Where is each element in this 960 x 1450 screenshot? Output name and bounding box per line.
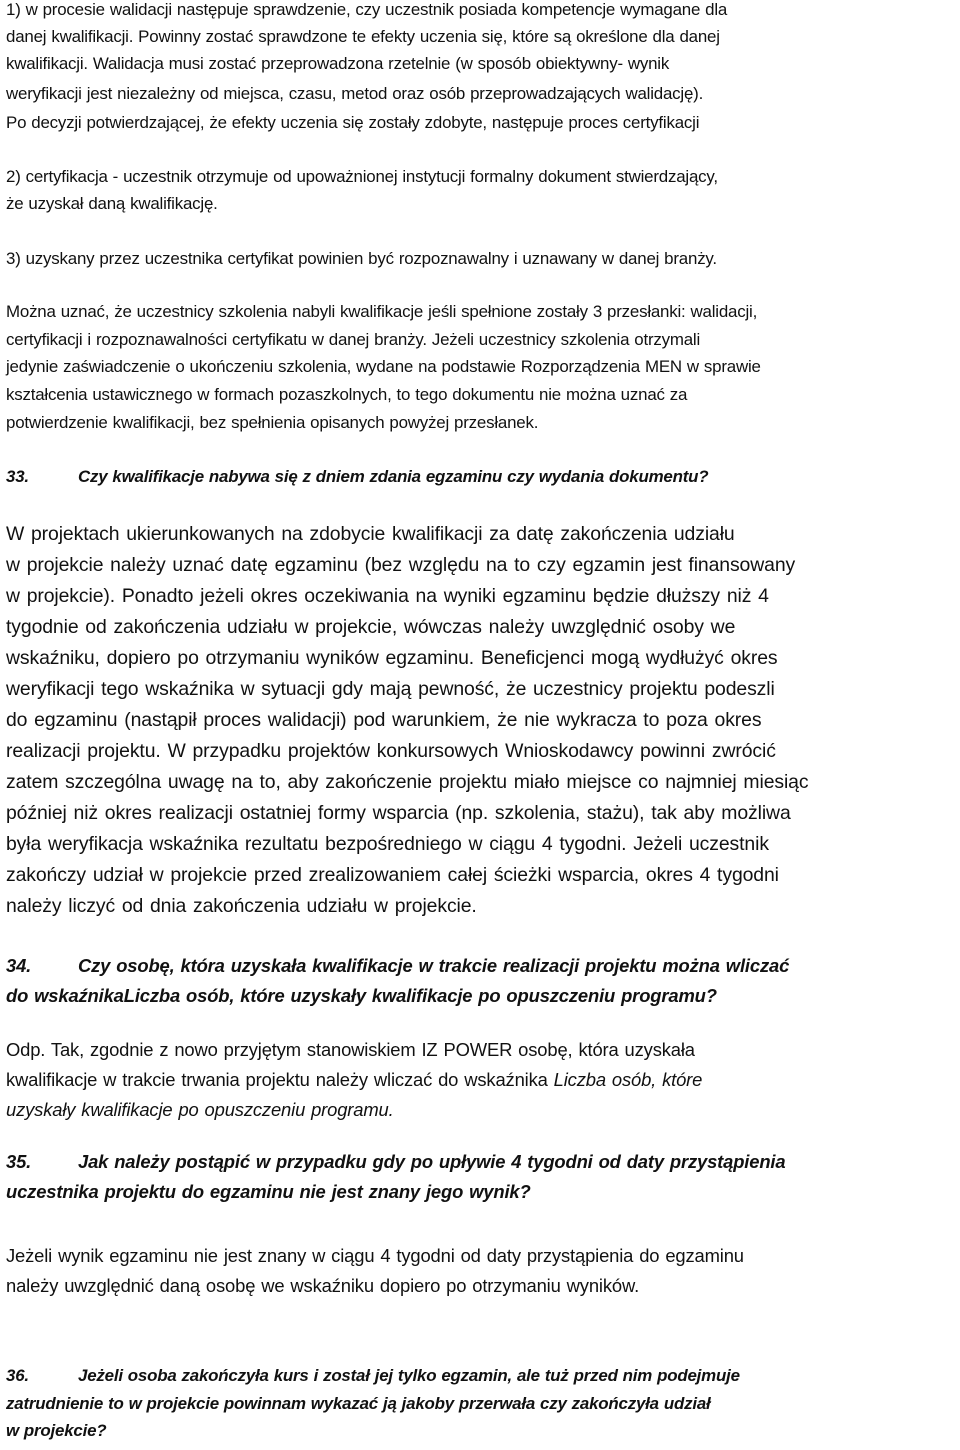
- answer-line: należy uwzględnić daną osobę we wskaźniku dopiero po otrzymaniu wyników.: [6, 1275, 640, 1296]
- paragraph-line: Po decyzji potwierdzającej, że efekty uczenia się zostały zdobyte, następuje proces certyfikacji: [6, 113, 700, 132]
- question-text-continued: do wskaźnikaLiczba osób, które uzyskały kwalifikacje po opuszczeniu programu?: [6, 985, 717, 1006]
- paragraph-line: kwalifikacji. Walidacja musi zostać przeprowadzona rzetelnie (w sposób obiektywny- wynik: [6, 54, 670, 73]
- question-number: 35.: [6, 1151, 32, 1172]
- paragraph-line: weryfikacji jest niezależny od miejsca, czasu, metod oraz osób przeprowadzających walidację).: [6, 84, 704, 103]
- answer-line: realizacji projektu. W przypadku projektów konkursowych Wnioskodawcy powinni zwrócić: [6, 740, 776, 762]
- answer-line: tygodnie od zakończenia udziału w projekcie, wówczas należy uwzględnić osoby we: [6, 616, 736, 638]
- question-number: 34.: [6, 955, 32, 976]
- answer-line: później niż okres realizacji ostatniej formy wsparcia (np. szkolenia, stażu), tak aby możliwa: [6, 802, 791, 824]
- paragraph-line: potwierdzenie kwalifikacji, bez spełnienia opisanych powyżej przesłanek.: [6, 413, 539, 432]
- answer-line: była weryfikacja wskaźnika rezultatu bezpośredniego w ciągu 4 tygodni. Jeżeli uczestnik: [6, 833, 769, 855]
- answer-line: [6, 1069, 702, 1091]
- answer-line: w projekcie należy uznać datę egzaminu (bez względu na to czy egzamin jest finansowany: [6, 554, 796, 576]
- answer-line: zakończy udział w projekcie przed zrealizowaniem całej ścieżki wsparcia, okres 4 tygodni: [6, 864, 779, 886]
- indicator-name: uzyskały kwalifikacje po opuszczeniu programu.: [6, 1099, 394, 1120]
- question-heading: [6, 1366, 740, 1386]
- answer-line: weryfikacji tego wskaźnika w sytuacji gdy mają pewność, że uczestnicy projektu podeszli: [6, 678, 775, 700]
- paragraph-line: że uzyskał daną kwalifikację.: [6, 194, 218, 213]
- question-text-continued: zatrudnienie to w projekcie powinnam wykazać ją jakoby przerwała czy zakończyła udział: [6, 1394, 711, 1413]
- question-text: Czy osobę, która uzyskała kwalifikacje w trakcie realizacji projektu można wliczać: [78, 955, 790, 976]
- indicator-name: Liczba osób, które: [553, 1069, 703, 1090]
- paragraph-line: 2) certyfikacja - uczestnik otrzymuje od upoważnionej instytucji formalny dokument stwierdzający,: [6, 167, 718, 186]
- question-heading: [6, 955, 789, 977]
- question-number: 33.: [6, 467, 29, 486]
- answer-line: Odp. Tak, zgodnie z nowo przyjętym stanowiskiem IZ POWER osobę, która uzyskała: [6, 1039, 695, 1060]
- answer-line: należy liczyć od dnia zakończenia udziału w projekcie.: [6, 895, 477, 917]
- paragraph-line: danej kwalifikacji. Powinny zostać sprawdzone te efekty uczenia się, które są określone dla danej: [6, 27, 720, 46]
- question-number: 36.: [6, 1366, 29, 1385]
- question-heading: [6, 467, 708, 487]
- paragraph-line: jedynie zaświadczenie o ukończeniu szkolenia, wydane na podstawie Rozporządzenia MEN w sprawie: [6, 357, 761, 376]
- answer-line: [6, 1099, 394, 1121]
- paragraph-line: 1) w procesie walidacji następuje sprawdzenie, czy uczestnik posiada kompetencje wymagane dla: [6, 0, 728, 19]
- answer-line: do egzaminu (nastąpił proces walidacji) pod warunkiem, że nie wykracza to poza okres: [6, 709, 762, 731]
- paragraph-line: certyfikacji i rozpoznawalności certyfikatu w danej branży. Jeżeli uczestnicy szkolenia otrzymali: [6, 330, 701, 349]
- question-text: Jeżeli osoba zakończyła kurs i został jej tylko egzamin, ale tuż przed nim podejmuje: [78, 1366, 740, 1385]
- question-text: Jak należy postąpić w przypadku gdy po upływie 4 tygodni od daty przystąpienia: [78, 1151, 786, 1172]
- paragraph-line: Można uznać, że uczestnicy szkolenia nabyli kwalifikacje jeśli spełnione zostały 3 przesłanki: walidacji,: [6, 302, 758, 321]
- paragraph-line: 3) uzyskany przez uczestnika certyfikat powinien być rozpoznawalny i uznawany w danej branży.: [6, 249, 717, 268]
- answer-line: w projekcie). Ponadto jeżeli okres oczekiwania na wyniki egzaminu będzie dłuższy niż 4: [6, 585, 769, 607]
- paragraph-line: kształcenia ustawicznego w formach pozaszkolnych, to tego dokumentu nie można uznać za: [6, 385, 688, 404]
- answer-text: kwalifikacje w trakcie trwania projektu należy wliczać do wskaźnika: [6, 1069, 554, 1090]
- answer-line: Jeżeli wynik egzaminu nie jest znany w ciągu 4 tygodni od daty przystąpienia do egzaminu: [6, 1245, 744, 1266]
- question-text: Czy kwalifikacje nabywa się z dniem zdania egzaminu czy wydania dokumentu?: [78, 467, 709, 486]
- answer-line: zatem szczególna uwagę na to, aby zakończenie projektu miało miejsce co najmniej miesiąc: [6, 771, 809, 793]
- question-heading: [6, 1151, 785, 1173]
- answer-line: wskaźniku, dopiero po otrzymaniu wyników egzaminu. Beneficjenci mogą wydłużyć okres: [6, 647, 778, 669]
- question-text-continued: uczestnika projektu do egzaminu nie jest znany jego wynik?: [6, 1181, 531, 1202]
- answer-line: W projektach ukierunkowanych na zdobycie kwalifikacji za datę zakończenia udziału: [6, 523, 735, 545]
- question-text-continued: w projekcie?: [6, 1421, 107, 1440]
